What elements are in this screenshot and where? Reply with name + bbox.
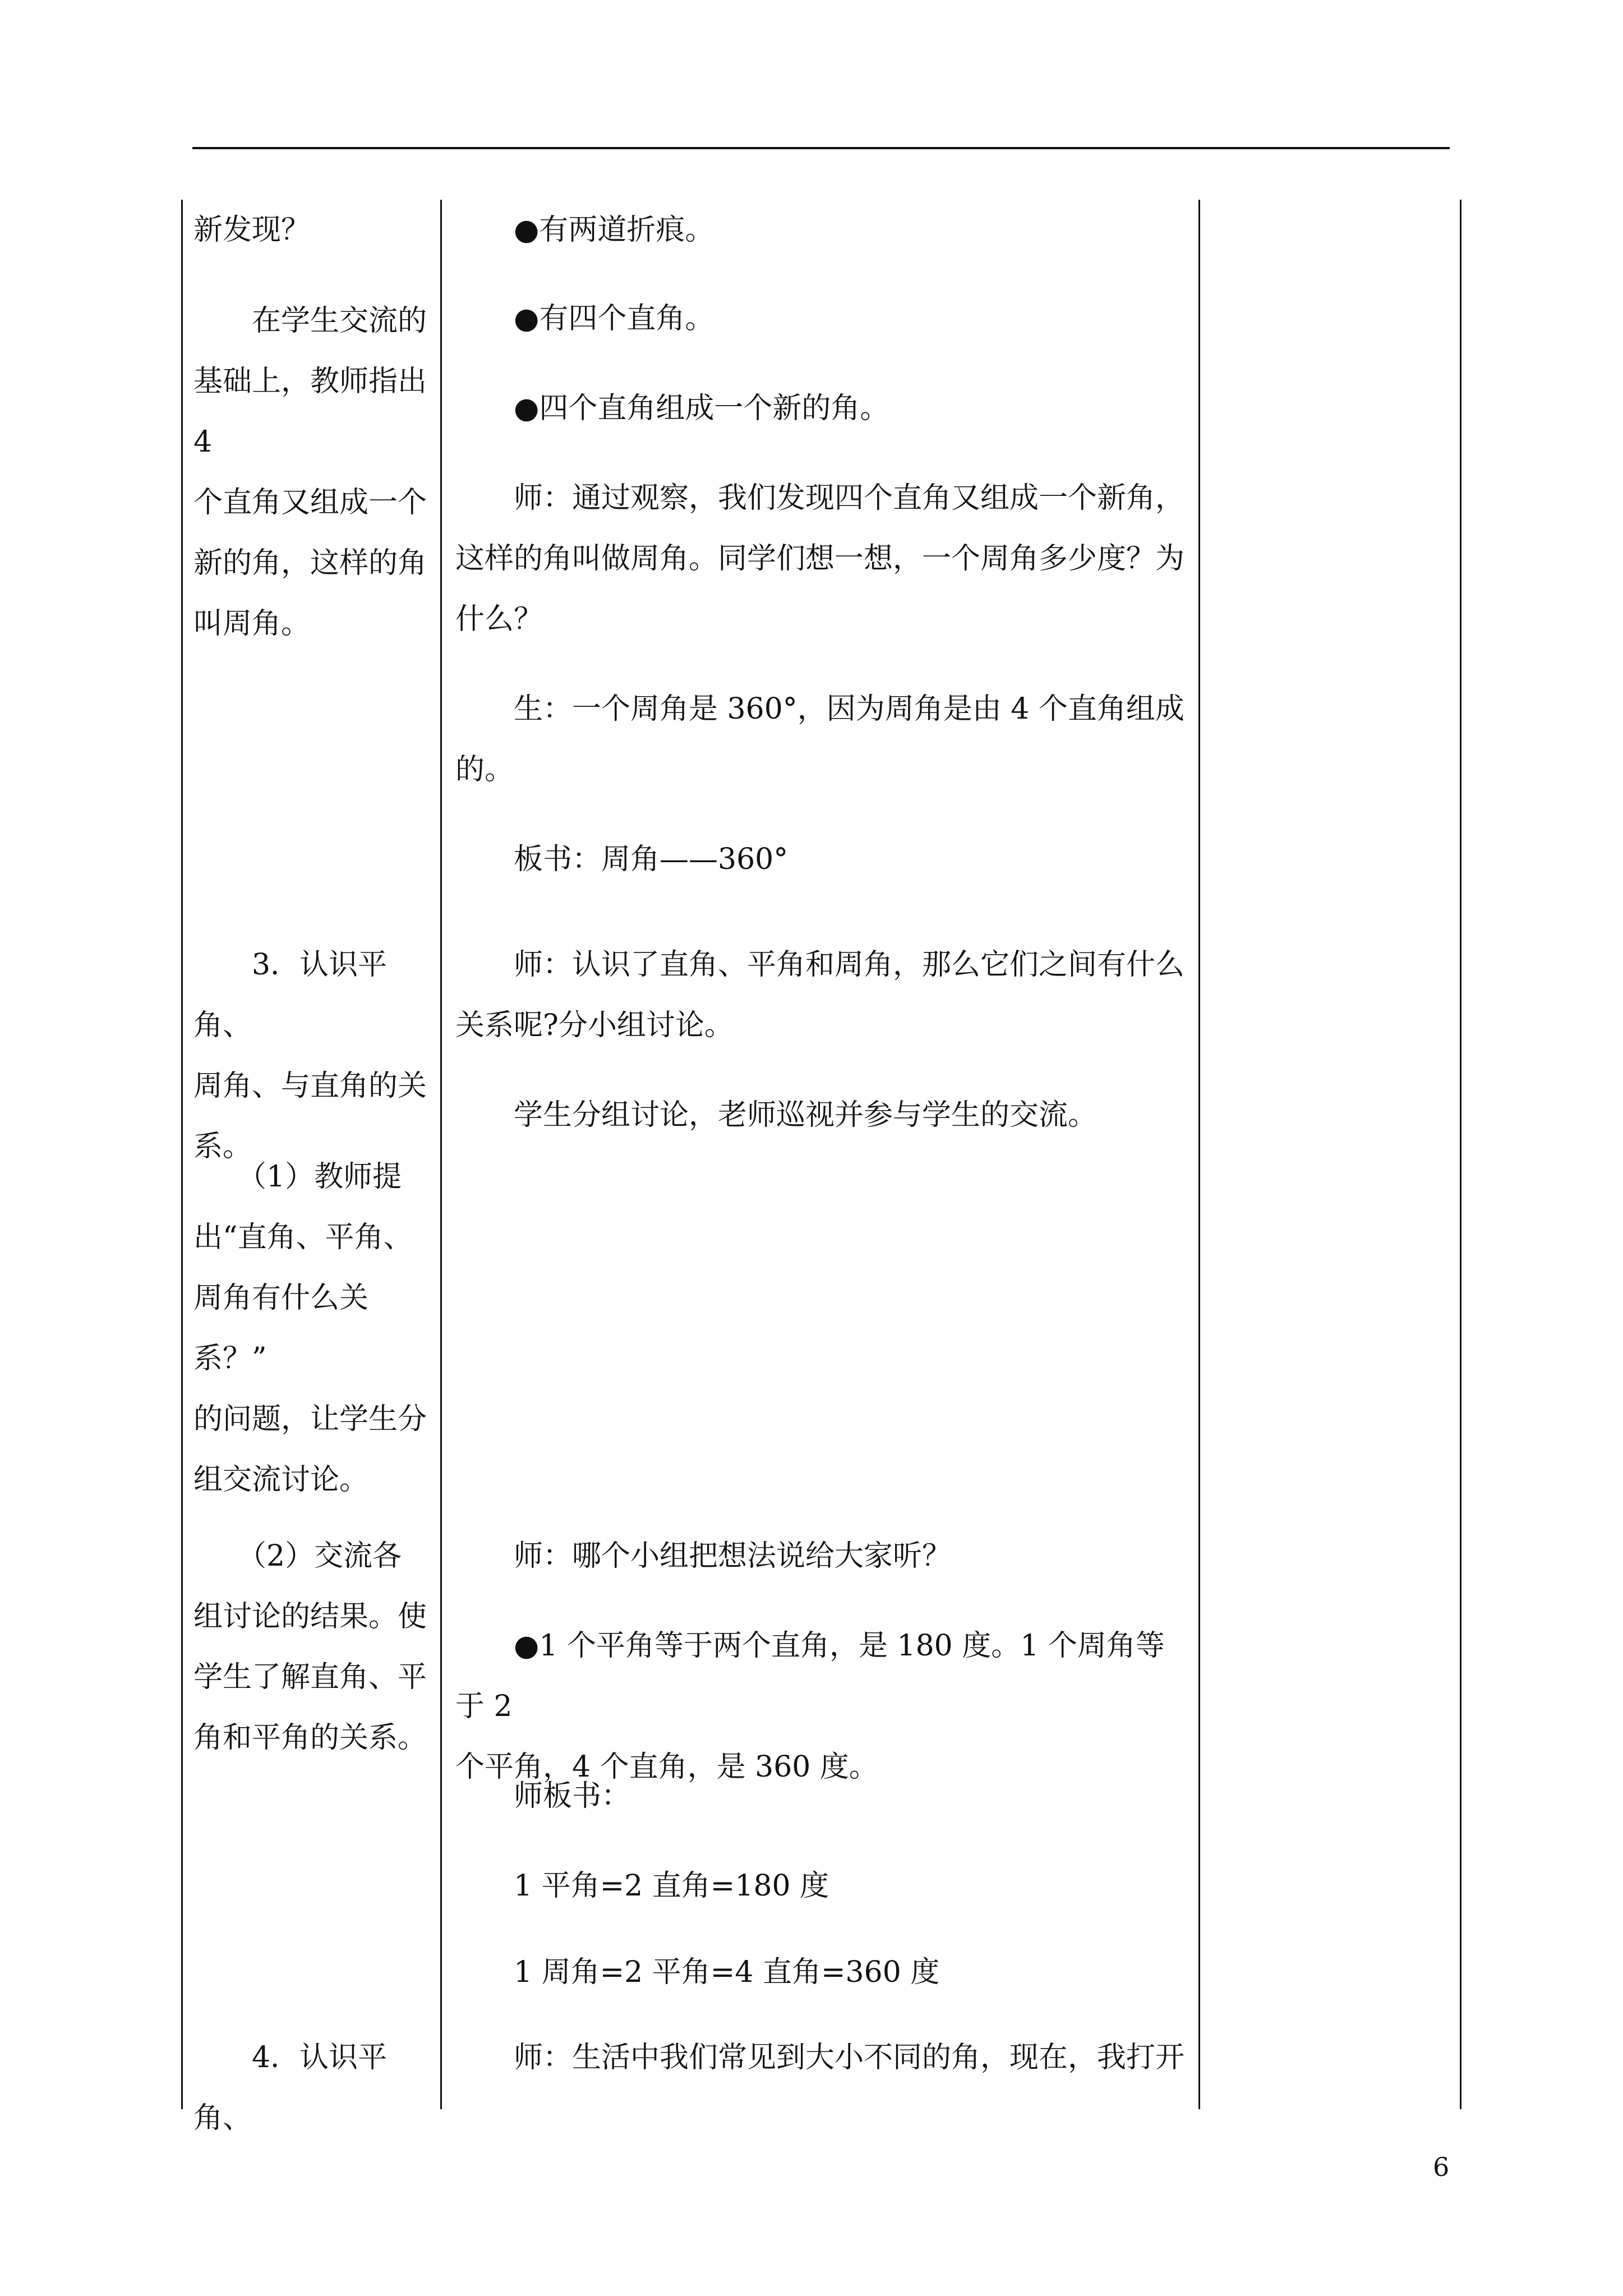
middle-paragraph: 1 周角=2 平角=4 直角=360 度 [455, 1955, 940, 1989]
middle-paragraph: ●有两道折痕。 [455, 213, 714, 247]
left-paragraph: 新发现？ [193, 213, 311, 247]
middle-paragraph: 师：哪个小组把想法说给大家听？ [455, 1539, 952, 1573]
middle-paragraph: 师板书： [455, 1779, 631, 1813]
page-number: 6 [1433, 2152, 1450, 2182]
table-divider-2 [1198, 200, 1200, 2109]
middle-paragraph: 师：通过观察，我们发现四个直角又组成一个新角， 这样的角叫做周角。同学们想一想，一个周角多少度？为 什么？ [455, 481, 1185, 636]
middle-paragraph: 板书：周角——360° [455, 843, 789, 876]
left-paragraph: （2）交流各 组讨论的结果。使 学生了解直角、平 角和平角的关系。 [193, 1539, 427, 1755]
left-paragraph: 在学生交流的 基础上，教师指出4 个直角又组成一个 新的角，这样的角 叫周角。 [193, 304, 427, 641]
middle-paragraph: 师：生活中我们常见到大小不同的角，现在，我打开 [455, 2041, 1185, 2074]
table-border-left [181, 200, 183, 2109]
middle-paragraph: 1 平角=2 直角=180 度 [455, 1869, 829, 1903]
left-paragraph: 4．认识平角、 [193, 2041, 388, 2135]
middle-paragraph: 生：一个周角是 360°，因为周角是由 4 个直角组成 的。 [455, 692, 1184, 786]
header-rule [192, 147, 1450, 149]
left-paragraph: （1）教师提 出“直角、平角、 周角有什么关系？” 的问题，让学生分 组交流讨论。 [193, 1160, 427, 1497]
middle-paragraph: 师：认识了直角、平角和周角，那么它们之间有什么 关系呢?分小组讨论。 [455, 948, 1185, 1042]
middle-paragraph: ●有四个直角。 [455, 302, 714, 335]
middle-paragraph: ●四个直角组成一个新的角。 [455, 392, 889, 425]
table-border-right [1460, 200, 1461, 2109]
table-divider-1 [440, 200, 442, 2109]
middle-paragraph: 学生分组讨论，老师巡视并参与学生的交流。 [455, 1098, 1098, 1132]
middle-paragraph: ●1 个平角等于两个直角，是 180 度。1 个周角等于 2 个平角，4 个直角，是 360 度。 [455, 1629, 1165, 1784]
left-paragraph: 3．认识平角、 周角、与直角的关 系。 [193, 948, 427, 1163]
